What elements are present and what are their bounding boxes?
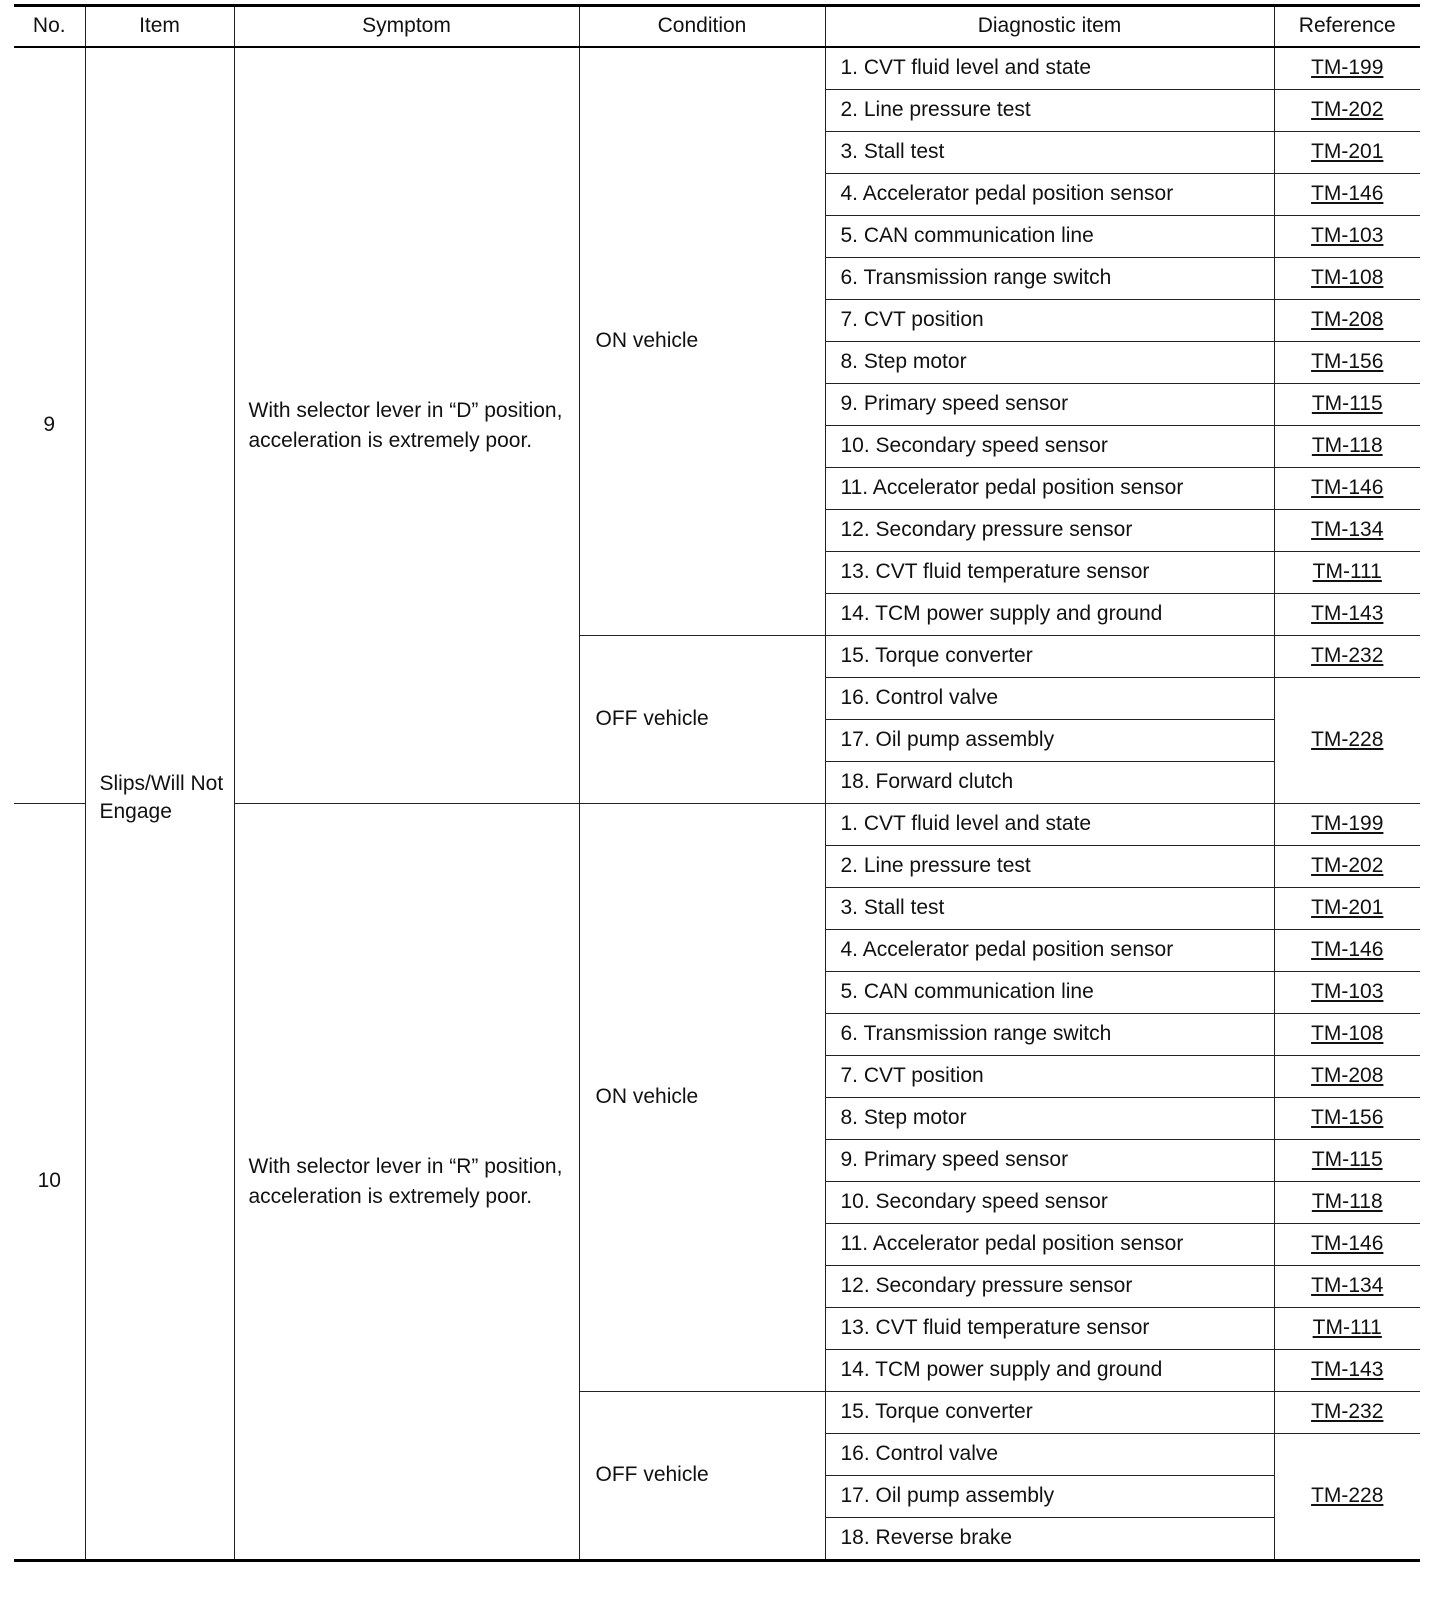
reference-cell — [1274, 636, 1420, 678]
diagnostic-item: 7. CVT position — [825, 1056, 1274, 1098]
reference-cell — [1274, 1266, 1420, 1308]
diagnostic-item: 18. Forward clutch — [825, 762, 1274, 804]
diagnostic-item: 12. Secondary pressure sensor — [825, 1266, 1274, 1308]
reference-cell — [1274, 804, 1420, 846]
reference-link[interactable]: TM-111 — [1312, 560, 1382, 584]
row-number: 10 — [14, 804, 85, 1561]
diagnostic-item: 2. Line pressure test — [825, 90, 1274, 132]
reference-link[interactable]: TM-146 — [1311, 182, 1384, 206]
reference-cell — [1274, 1140, 1420, 1182]
reference-cell — [1274, 930, 1420, 972]
reference-link[interactable]: TM-228 — [1311, 728, 1384, 752]
reference-cell — [1274, 1056, 1420, 1098]
reference-cell — [1274, 468, 1420, 510]
reference-link[interactable]: TM-143 — [1311, 1358, 1384, 1382]
reference-link[interactable]: TM-134 — [1311, 1274, 1384, 1298]
reference-cell — [1274, 1434, 1420, 1561]
reference-cell — [1274, 888, 1420, 930]
diagnostic-item: 12. Secondary pressure sensor — [825, 510, 1274, 552]
reference-cell — [1274, 384, 1420, 426]
reference-cell — [1274, 552, 1420, 594]
diagnostic-item: 15. Torque converter — [825, 636, 1274, 678]
diagnostic-item: 2. Line pressure test — [825, 846, 1274, 888]
reference-cell — [1274, 174, 1420, 216]
reference-cell — [1274, 1182, 1420, 1224]
reference-cell — [1274, 300, 1420, 342]
diagnostic-item: 9. Primary speed sensor — [825, 384, 1274, 426]
condition-off-vehicle: OFF vehicle — [579, 1392, 825, 1561]
table-row — [14, 47, 1420, 90]
header-row — [14, 6, 1420, 48]
reference-link[interactable]: TM-115 — [1311, 392, 1383, 416]
reference-cell — [1274, 678, 1420, 804]
reference-cell — [1274, 1014, 1420, 1056]
reference-link[interactable]: TM-108 — [1311, 1022, 1384, 1046]
col-header-condition: Condition — [579, 6, 825, 48]
diagnostic-item: 6. Transmission range switch — [825, 1014, 1274, 1056]
reference-link[interactable]: TM-118 — [1311, 1190, 1383, 1214]
diagnostic-item: 7. CVT position — [825, 300, 1274, 342]
diagnostic-item: 6. Transmission range switch — [825, 258, 1274, 300]
reference-link[interactable]: TM-103 — [1311, 980, 1384, 1004]
condition-on-vehicle: ON vehicle — [579, 47, 825, 636]
reference-link[interactable]: TM-156 — [1311, 350, 1384, 374]
reference-link[interactable]: TM-202 — [1311, 854, 1384, 878]
reference-link[interactable]: TM-115 — [1311, 1148, 1383, 1172]
diagnostic-item: 13. CVT fluid temperature sensor — [825, 1308, 1274, 1350]
diagnostic-item: 4. Accelerator pedal position sensor — [825, 174, 1274, 216]
diagnostic-item: 11. Accelerator pedal position sensor — [825, 468, 1274, 510]
diagnostic-item: 15. Torque converter — [825, 1392, 1274, 1434]
diagnosis-table — [14, 4, 1420, 1562]
diagnostic-item: 8. Step motor — [825, 1098, 1274, 1140]
col-header-reference: Reference — [1274, 6, 1420, 48]
reference-link[interactable]: TM-228 — [1311, 1484, 1384, 1508]
diagnostic-item: 14. TCM power supply and ground — [825, 594, 1274, 636]
reference-link[interactable]: TM-232 — [1311, 1400, 1384, 1424]
diagnostic-item: 9. Primary speed sensor — [825, 1140, 1274, 1182]
diagnostic-item: 16. Control valve — [825, 678, 1274, 720]
reference-cell — [1274, 1224, 1420, 1266]
reference-cell — [1274, 972, 1420, 1014]
reference-cell — [1274, 132, 1420, 174]
col-header-diagnostic-item: Diagnostic item — [825, 6, 1274, 48]
col-header-symptom: Symptom — [234, 6, 579, 48]
diagnostic-item: 4. Accelerator pedal position sensor — [825, 930, 1274, 972]
diagnostic-item: 3. Stall test — [825, 132, 1274, 174]
reference-cell — [1274, 1308, 1420, 1350]
reference-link[interactable]: TM-146 — [1311, 476, 1384, 500]
diagnostic-item: 8. Step motor — [825, 342, 1274, 384]
reference-link[interactable]: TM-199 — [1311, 812, 1384, 836]
diagnostic-item: 10. Secondary speed sensor — [825, 426, 1274, 468]
reference-cell — [1274, 90, 1420, 132]
reference-cell — [1274, 47, 1420, 90]
diagnostic-item: 14. TCM power supply and ground — [825, 1350, 1274, 1392]
table-body — [14, 47, 1420, 1561]
reference-cell — [1274, 1098, 1420, 1140]
diagnostic-item: 10. Secondary speed sensor — [825, 1182, 1274, 1224]
item-cell — [85, 47, 234, 1561]
row-number: 9 — [14, 47, 85, 804]
item-label: Slips/Will Not Engage — [99, 772, 224, 824]
reference-link[interactable]: TM-208 — [1311, 1064, 1384, 1088]
reference-cell — [1274, 216, 1420, 258]
reference-cell — [1274, 342, 1420, 384]
reference-link[interactable]: TM-201 — [1311, 140, 1384, 164]
reference-cell — [1274, 1392, 1420, 1434]
diagnostic-item: 16. Control valve — [825, 1434, 1274, 1476]
reference-link[interactable]: TM-202 — [1311, 98, 1384, 122]
reference-link[interactable]: TM-146 — [1311, 938, 1384, 962]
reference-link[interactable]: TM-108 — [1311, 266, 1384, 290]
symptom-cell: With selector lever in “D” position, acceleration is extremely poor. — [234, 47, 579, 804]
reference-cell — [1274, 258, 1420, 300]
diagnostic-item: 18. Reverse brake — [825, 1518, 1274, 1561]
diagnostic-item: 13. CVT fluid temperature sensor — [825, 552, 1274, 594]
reference-link[interactable]: TM-208 — [1311, 308, 1384, 332]
col-header-item: Item — [85, 6, 234, 48]
reference-cell — [1274, 510, 1420, 552]
diagnostic-item: 17. Oil pump assembly — [825, 720, 1274, 762]
reference-link[interactable]: TM-118 — [1311, 434, 1383, 458]
diagnostic-item: 5. CAN communication line — [825, 972, 1274, 1014]
reference-link[interactable]: TM-103 — [1311, 224, 1384, 248]
condition-off-vehicle: OFF vehicle — [579, 636, 825, 804]
diagnostic-item: 1. CVT fluid level and state — [825, 47, 1274, 90]
diagnostic-item: 17. Oil pump assembly — [825, 1476, 1274, 1518]
reference-link[interactable]: TM-146 — [1311, 1232, 1384, 1256]
reference-cell — [1274, 594, 1420, 636]
diagnostic-item: 5. CAN communication line — [825, 216, 1274, 258]
reference-link[interactable]: TM-156 — [1311, 1106, 1384, 1130]
condition-on-vehicle: ON vehicle — [579, 804, 825, 1392]
diagnostic-item: 11. Accelerator pedal position sensor — [825, 1224, 1274, 1266]
reference-link[interactable]: TM-134 — [1311, 518, 1384, 542]
reference-link[interactable]: TM-232 — [1311, 644, 1384, 668]
reference-link[interactable]: TM-143 — [1311, 602, 1384, 626]
diagnostic-item: 3. Stall test — [825, 888, 1274, 930]
symptom-cell: With selector lever in “R” position, acceleration is extremely poor. — [234, 804, 579, 1561]
reference-link[interactable]: TM-199 — [1311, 56, 1384, 80]
reference-cell — [1274, 846, 1420, 888]
reference-cell — [1274, 1350, 1420, 1392]
reference-cell — [1274, 426, 1420, 468]
diagnostic-item: 1. CVT fluid level and state — [825, 804, 1274, 846]
reference-link[interactable]: TM-201 — [1311, 896, 1384, 920]
reference-link[interactable]: TM-111 — [1312, 1316, 1382, 1340]
col-header-no: No. — [14, 6, 85, 48]
